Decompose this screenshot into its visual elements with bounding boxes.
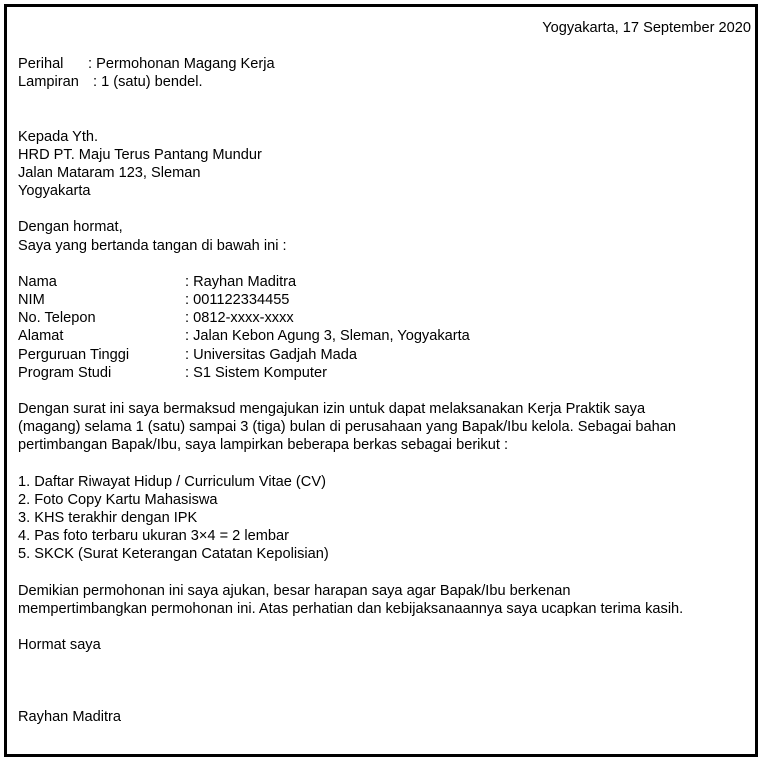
recipient-line: Jalan Mataram 123, Sleman	[18, 165, 201, 182]
identity-value: : Rayhan Maditra	[185, 273, 297, 290]
identity-value: : Universitas Gadjah Mada	[185, 346, 357, 363]
identity-row	[18, 273, 751, 291]
lampiran-row	[18, 73, 751, 91]
identity-label: Perguruan Tinggi	[18, 346, 130, 363]
identity-table	[18, 273, 751, 382]
perihal-row	[18, 55, 751, 73]
intro-text: Saya yang bertanda tangan di bawah ini :	[18, 237, 287, 254]
identity-row	[18, 327, 751, 345]
closing-line: Demikian permohonan ini saya ajukan, besar harapan saya agar Bapak/Ibu berkenan	[18, 582, 571, 599]
closing-paragraph	[18, 582, 751, 618]
attachment-item: 1. Daftar Riwayat Hidup / Curriculum Vitae (CV)	[18, 473, 326, 490]
body-line: (magang) selama 1 (satu) sampai 3 (tiga) bulan di perusahaan yang Bapak/Ibu kelola. Sebagai bahan	[18, 419, 676, 436]
lampiran-value: : 1 (satu) bendel.	[93, 74, 203, 91]
identity-value: : 0812-xxxx-xxxx	[185, 310, 294, 327]
identity-label: Nama	[18, 273, 57, 290]
signature-name: Rayhan Maditra	[18, 709, 122, 726]
letter-date: Yogyakarta, 17 September 2020	[542, 20, 751, 36]
body-line: pertimbangan Bapak/Ibu, saya lampirkan beberapa berkas sebagai berikut :	[18, 437, 509, 454]
recipient-line: HRD PT. Maju Terus Pantang Mundur	[18, 146, 262, 163]
greeting: Dengan hormat,	[18, 219, 123, 236]
identity-label: Alamat	[18, 328, 64, 345]
attachment-list	[18, 473, 751, 564]
regards-text: Hormat saya	[18, 637, 101, 654]
recipient-block	[18, 128, 751, 201]
identity-label: NIM	[18, 292, 45, 309]
identity-value: : S1 Sistem Komputer	[185, 364, 327, 381]
identity-row	[18, 309, 751, 327]
attachment-item: 3. KHS terakhir dengan IPK	[18, 510, 198, 527]
identity-label: No. Telepon	[18, 310, 96, 327]
attachment-item: 4. Pas foto terbaru ukuran 3×4 = 2 lembar	[18, 528, 289, 545]
recipient-line: Yogyakarta	[18, 183, 91, 200]
identity-label: Program Studi	[18, 364, 112, 381]
lampiran-label: Lampiran	[18, 74, 79, 91]
letter-body	[18, 19, 751, 726]
closing-line: mempertimbangkan permohonan ini. Atas perhatian dan kebijaksanaannya saya ucapkan terima kasih.	[18, 600, 684, 617]
attachment-item: 5. SKCK (Surat Keterangan Catatan Kepolisian)	[18, 546, 329, 563]
identity-row	[18, 346, 751, 364]
identity-row	[18, 364, 751, 382]
perihal-value: : Permohonan Magang Kerja	[88, 56, 275, 73]
body-line: Dengan surat ini saya bermaksud mengajukan izin untuk dapat melaksanakan Kerja Praktik saya	[18, 401, 646, 418]
identity-value: : 001122334455	[185, 292, 290, 309]
perihal-label: Perihal	[18, 56, 64, 73]
recipient-line: Kepada Yth.	[18, 128, 99, 145]
attachment-item: 2. Foto Copy Kartu Mahasiswa	[18, 491, 218, 508]
identity-value: : Jalan Kebon Agung 3, Sleman, Yogyakarta	[185, 328, 470, 345]
body-paragraph	[18, 400, 751, 455]
letter-frame	[4, 4, 758, 757]
identity-row	[18, 291, 751, 309]
